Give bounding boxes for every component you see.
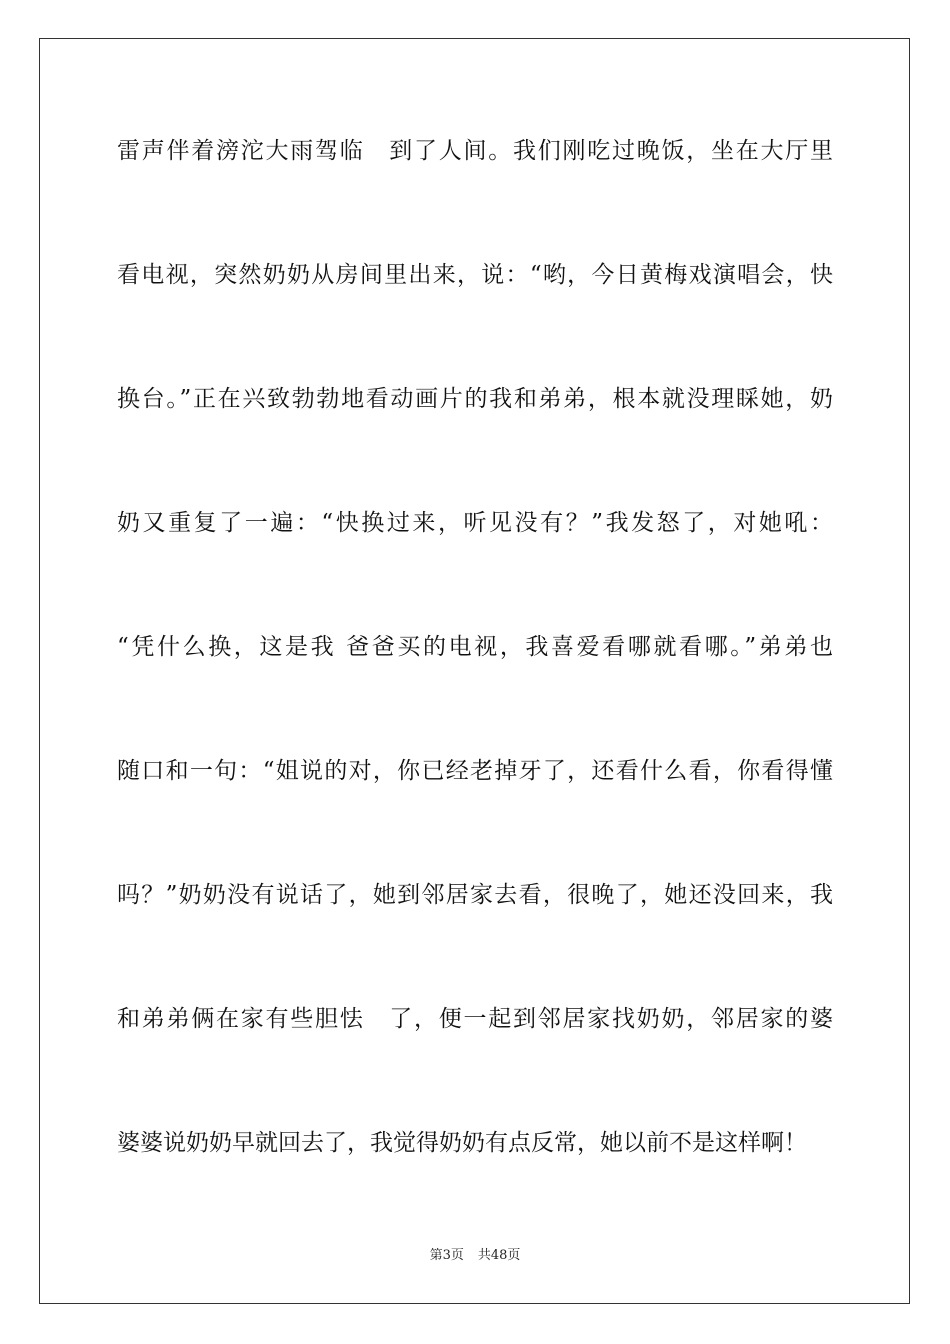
text-line-2: 看电视，突然奶奶从房间里出来，说：“哟，今日黄梅戏演唱会，快	[117, 262, 833, 288]
page-footer	[0, 1247, 950, 1265]
text-line-9: 婆婆说奶奶早就回去了，我觉得奶奶有点反常，她以前不是这样啊！	[117, 1130, 807, 1156]
text-line-3: 换台。”正在兴致勃勃地看动画片的我和弟弟，根本就没理睬她，奶	[117, 386, 833, 412]
page-total: 共48页	[477, 1248, 521, 1263]
text-line-8: 和弟弟俩在家有些胆怯 了，便一起到邻居家找奶奶，邻居家的婆	[117, 1006, 833, 1032]
text-line-1: 雷声伴着滂沱大雨驾临 到了人间。我们刚吃过晚饭，坐在大厅里	[117, 138, 833, 164]
text-line-7: 吗？”奶奶没有说话了，她到邻居家去看，很晚了，她还没回来，我	[117, 882, 833, 908]
page-border	[39, 38, 910, 1304]
text-line-5: “凭什么换，这是我 爸爸买的电视，我喜爱看哪就看哪。”弟弟也	[117, 634, 833, 660]
text-line-4: 奶又重复了一遍：“快换过来，听见没有？”我发怒了，对她吼：	[117, 510, 833, 536]
text-line-6: 随口和一句：“姐说的对，你已经老掉牙了，还看什么看，你看得懂	[117, 758, 833, 784]
page-number: 第3页	[429, 1248, 464, 1263]
